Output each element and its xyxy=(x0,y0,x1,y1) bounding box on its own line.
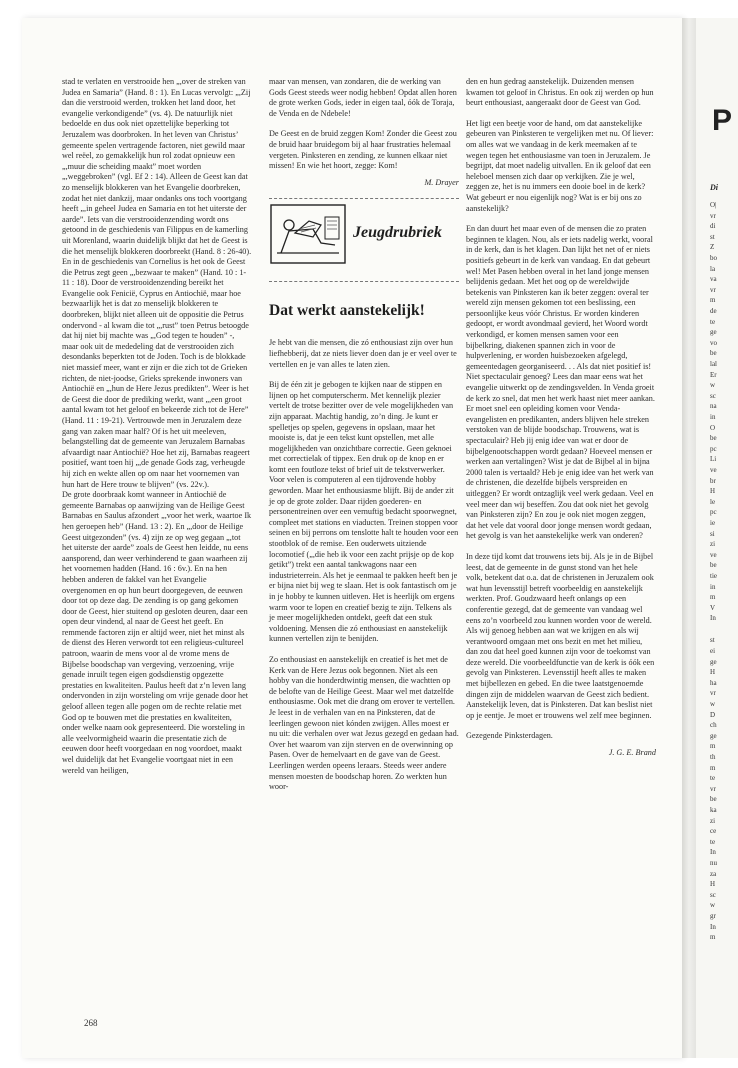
next-page-initial: P xyxy=(712,104,733,137)
jeugdrubriek-banner xyxy=(269,203,459,271)
next-page-fragment: m xyxy=(710,593,716,602)
next-page-fragment: vo xyxy=(710,338,717,347)
banner-label: Jeugdrubriek xyxy=(353,224,442,242)
next-page-fragment: st xyxy=(710,232,715,241)
next-page-fragment: be xyxy=(710,795,717,804)
next-page-fragment: zi xyxy=(710,540,716,549)
next-page-fragment: th xyxy=(710,753,716,761)
next-page-fragment: bo xyxy=(710,254,717,262)
next-page-fragment: sc xyxy=(710,391,716,400)
divider-bottom xyxy=(269,281,459,282)
next-page-fragment: Li xyxy=(710,455,717,464)
next-page-fragment: w xyxy=(710,901,716,910)
next-page-fragment: D xyxy=(710,710,716,719)
next-page-fragment: ge xyxy=(710,657,717,666)
next-page-fragment: V xyxy=(710,603,716,612)
next-page-fragment: O xyxy=(710,423,716,432)
col2-body-2: Bij de één zit je gebogen te kijken naar de stippen en lijnen op het computerscherm. Met kennelijk plezier vertelt de trotse bezitter over de vele mogelijkheden van zijn apparaat. Machtig handig, zo’n ding. Je kunt er spelletjes op spelen, gegevens in opslaan, maar het mooiste is, dat je een tekst kunt opstellen, met alle mogelijkheden van onzichtbare correctie. Geen geknoei met correctielak of tippex. Een druk op de knop en er komt een foutloze tekst of brief uit de tekstverwerker. Voor velen is computeren al een tijdrovende hobby geworden. Maar het enthousiasme blijft. Bij de ander zit je op de grote zolder. Daar rijden goederen- en personentreinen over een vernuftig bedacht spoorwegnet, compleet met stations en viaducten. Treinen stoppen voor seinen en bij perrons om tenslotte halt te houden voor een stootblok of de remise. Een ouderwets uitziende locomotief („,die heb ik voor een zacht prijsje op de kop getikt”) trekt een aantal tankwagons naar een industrieterrein. Als het je eenmaal te pakken heeft ben je er bijna niet bij weg te slaan. Het is ook fantastisch om je in je hobby te kunnen uitleven. Het is heerlijk om ergens warm voor te lopen en creatief bezig te zijn. Telkens als je meer mogelijkheden ontdekt, geeft dat een stuk voldoening. Mensen die zó enthousiast en aanstekelijk kunnen vertellen zijn te benijden. xyxy=(269,380,459,644)
next-page-fragment: m xyxy=(710,742,716,751)
col3-closing: Gezegende Pinksterdagen. xyxy=(466,731,553,741)
next-page-fragment: m xyxy=(710,296,716,305)
col2-body-3: Zo enthousiast en aanstekelijk en creatief is het met de Kerk van de Here Jezus ook begonnen. Niet als een hobby van die honderdtwintig mensen, die wachtten op de belofte van de Heilige Geest. Maar wel met datzelfde enthousiasme. Ook met die drang om erover te vertellen. Je leest in de verhalen van en na Pinksteren, dat de leerlingen gewoon niet kónden zwijgen. Alles moest er nu uit: die verhalen over wat Jezus gezegd en gedaan had. Over het waarom van zijn sterven en de overwinning op Pasen. Over de hemelvaart en de gave van de Geest. Leerlingen werden opeens leraars. Steeds weer andere mensen moesten de boodschap horen. Zo werkten hun woor- xyxy=(269,654,459,792)
page-number: 268 xyxy=(84,1018,98,1028)
next-page-fragment: in xyxy=(710,413,716,421)
next-page-fragment: Er xyxy=(710,370,717,379)
next-page-fragment: In xyxy=(710,848,716,857)
next-page-fragment: zi xyxy=(710,816,716,825)
next-page-fragment: be xyxy=(710,434,717,443)
col1-paragraph-1: stad te verlaten en verstrooide hen „,over de streken van Judea en Samaria” (Hand. 8 : 1). En Lucas vervolgt: „,Zij dan die verstrooid werden, trokken het land door, het evangelie verkondigende” (vs. 4). De natuurlijk niet bedoelde en dus ook niet opzettelijke beperking tot Jeruzalem was doorbroken. In het leven van Christus’ gemeente spelen vertragende factoren, niet gewild maar wel reëel, zo gemakkelijk hun rol zodat opnieuw een „,muur die scheiding maakt” moet worden „,weggebroken” (vgl. Ef 2 : 14). Alleen de Geest kan dat zo menselijk blokkeren van het Evangelie doorbreken, zodat het niet dankzij, maar ondanks ons toch voortgang heeft „,in geheel Judea en Samaria en tot het uiterste der aarde”. Iets van die verstrooidenzending wordt ons getoond in de geschiedenis van Filippus en de kamerling uit Morenland, waarin duidelijk blijkt dat het de Geest is die het menselijk blokkeren doorbreekt (Hand. 8 : 26-40). En in de geschiedenis van Cornelius is het ook de Geest die Petrus zegt geen „,bezwaar te maken” (Hand. 10 : 1-11 : 18). Door de verstrooidenzending bereikt het Evangelie ook Fenicië, Cyprus en Antiochië, maar hoe bezwaarlijk het is dat zo menselijk blokkeren te doorbreken, blijkt niet alleen uit de oppositie die Petrus ondervond - al kwam die tot „,rust” toen Petrus betoogde dat hij niet bij machte was „,God tegen te houden” -, maar ook uit de mededeling dat de verstrooiden zich desondanks beperkten tot de Joden. Toch is de blokkade niet massief meer, want er zijn er die zich tot de Grieken richten, de niet-joodse, Grieks sprekende inwoners van Antiochië en „,hun de Here Jezus predikten”. Weer is het de Geest die door de prediking werkt, want „,een groot aantal kwam tot het geloof en bekeerde zich tot de Here” (Hand. 11 : 19-21). Vertrouwde men in Jeruzalem deze gang van zaken maar half? Of is het uit meeleven, belangstelling dat de gemeente van Jeruzalem Barnabas afvaardigt naar Antiochië? Hoe het zij, Barnabas reageert positief, want toen hij „,de genade Gods zag, verheugde hij zich en wekte allen op om naar het voornemen van hun hart de Here trouw te blijven” (vs. 22v.). xyxy=(62,77,252,489)
next-page-fragment: sc xyxy=(710,890,716,899)
next-page-fragment: st xyxy=(710,636,715,645)
next-page-fragment: ge xyxy=(710,328,717,337)
next-page-fragment: Z xyxy=(710,243,715,252)
next-page-fragment: ha xyxy=(710,678,717,687)
next-page-fragment: H xyxy=(710,668,716,677)
divider-top xyxy=(269,198,459,199)
next-page-fragment: In xyxy=(710,614,716,623)
col3-paragraph-1: den en hun gedrag aanstekelijk. Duizenden mensen kwamen tot geloof in Christus. En ook zij werden op hun beurt enthousiast, aangeraakt door de Geest van God. xyxy=(466,77,654,108)
next-page-fragment: vr xyxy=(710,211,716,220)
col1-paragraph-2: De grote doorbraak komt wanneer in Antiochië de gemeente Barnabas op aanwijzing van de Heilige Geest Barnabas en Saulus afzondert „,voor het werk, waartoe Ik hen geroepen heb” (Hand. 13 : 2). En „,door de Heilige Geest uitgezonden” (vs. 4) zijn ze op weg gegaan „,tot het uiterste der aarde” zoals de Geest hen leidde, nu eens aansporend, dan weer verhinderend te gaan waarheen zij het voornemen hadden (Hand. 16 : 6v.). En na hen hebben anderen de fakkel van het Evangelie overgenomen en op hun beurt doorgegeven, de eeuwen door tot op deze dag. De zending is op gang gekomen door de Geest, hier stuitend op gesloten deuren, daar een open deur vindend, al naar de Geest het geeft. En remmende factoren zijn er altijd weer, niet het minst als de dienst des Heren verwordt tot een religieus-cultureel patroon, waarin de mens voor al de vrome mens de Bijbelse boodschap van vergeving, verzoening, vrije genade inruilt tegen eigen godsdienstig opgezette prestaties en kwaliteiten. Paulus heeft dat z’n leven lang ondervonden in zijn worsteling om vrije genade door het geloof alleen tegen alle pogen om de rechte relatie met God op te bouwen met die prestaties en kwaliteiten, onder welke naam ook gepresenteerd. Die worsteling in alle veelvormigheid waarin die presentatie zich de eeuwen door heeft voorgedaan en nog voordoet, maakt wel duidelijk dat het Evangelie voortgaat niet in een wereld van heiligen, xyxy=(62,490,252,775)
next-page-fragment: ce xyxy=(710,827,717,836)
next-page-fragment: ve xyxy=(710,550,717,559)
col3-paragraph-3: En dan duurt het maar even of de mensen die zo praten beginnen te klagen. Nou, als er iets nadelig werkt, vooral in de kerk, dan is het klagen. Dan lijkt het net of er niets positiefs gebeurt in de kerk van vandaag. En dat gebeurt wel! Met Pasen hebben overal in het land jonge mensen belijdenis gedaan. Met het oog op de wereldwijde betekenis van Pinksteren kan ik beter zeggen: overal ter wereld zijn mensen gekomen tot een beslissing, een persoonlijke keus vóór Christus. Er worden kinderen gedoopt, er wordt avondmaal gevierd, het Woord wordt verkondigd, er komen mensen samen voor een bijbelkring, diakenen spannen zich in voor de hulpverlening, er worden huisbezoeken afgelegd, gemeentedagen georganiseerd. . . Als dat niet positief is! Niet spectaculair genoeg? Lees dan maar eens wat het evangelie uitwerkt op de zendingsvelden. In Venda groeit de kerk zo snel, dat men het werk haast niet meer aankan. Er moet snel een opleiding komen voor Venda-evangelisten en predikanten, anders blijven hele streken verstoken van de blijde boodschap. Trouwens, wat is spectaculair? Heb jij enig idee van wat er door de bijbelgenootschappen wordt gedaan? Hoeveel mensen er werken aan vertalingen? Wist je dat de Bijbel al in bijna 2000 talen is vertaald? Heb je enig idee van het werk van de christenen, die dezelfde bijbels verspreiden en uitleggen? Er wordt ontzaglijk veel werk gedaan. Veel en veel meer dan wij beseffen. Zou dat ook niet het gevolg van Pinksteren zijn? En zou je ook niet mogen zeggen, dat het vele dat vooral door jonge mensen wordt gedaan, het gevolg is van het aanstekelijke werk van onderen? xyxy=(466,224,655,541)
col3-paragraph-2: Het ligt een beetje voor de hand, om dat aanstekelijke gebeuren van Pinksteren te vergelijken met nu. Of liever: om alles wat we vandaag in de kerk meemaken af te wegen tegen het enthousiasme van toen in Jeruzalem. Je begrijpt, dat moet nadelig uitvallen. En ik geloof dat een heleboel mensen zich daar op verkijken. Zie je wel, zeggen ze, het is nu immers een dooie boel in de kerk? Wat gebeurt er nou eigenlijk nog? Wat is er bij ons zo aanstekelijk? xyxy=(466,118,654,213)
next-page-fragment: nu xyxy=(710,859,717,867)
next-page-fragment: ei xyxy=(710,647,716,655)
next-page-fragment: m xyxy=(710,763,716,772)
next-page-fragment: be xyxy=(710,349,717,358)
next-page-fragment: vr xyxy=(710,784,716,793)
next-page-fragment: lal xyxy=(710,360,717,368)
col3-paragraph-4: In deze tijd komt dat trouwens iets bij. Als je in de Bijbel leest, dat de gemeente in de gunst stond van het hele volk, betekent dat o.a. dat de christenen in Jeruzalem ook wat hun levensstijl betreft voorbeeldig en aanstekelijk werkten. Prof. Goudzwaard heeft onlangs op een conferentie gezegd, dat de gemeente van vandaag wel eens zo’n voorbeeld zou kunnen worden voor de wereld. Als wij genoeg hebben aan wat we krijgen en als wij verantwoord omgaan met ons bezit en met het milieu, dan zou dat heel goed kunnen zijn voor de toekomst van deze wereld. Die voorbeeldfunctie van de kerk is óók een gevolg van Pinksteren. Levensstijl heeft alles te maken met bijbellezen en gebed. En die twee laatstgenoemde dingen zijn de middelen waarvan de Geest zich bedient. Aanstekelijk leven, dat is Pinksteren. Dat kan beslist niet op je eentje. Je moet er trouwens wel zelf mee beginnen. xyxy=(466,551,655,720)
next-page-fragment: ch xyxy=(710,721,717,730)
col2-intro-2: De Geest en de bruid zeggen Kom! Zonder die Geest zou de bruid haar bruidegom bij al haar frustraties helemaal vergeten. Pinksteren en zending, ze kunnen elkaar niet missen! En wie het hoort, zegge: Kom! xyxy=(269,129,457,171)
col2-body-1: Je hebt van die mensen, die zó enthousiast zijn over hun liefhebberij, dat ze niets liever doen dan je er veel over te vertellen en je van alles te laten zien. xyxy=(269,338,457,369)
next-page-fragment: H xyxy=(710,487,716,496)
next-page-fragment: si xyxy=(710,529,715,538)
next-page-edge xyxy=(696,18,738,1058)
next-page-fragment: m xyxy=(710,933,716,942)
next-page-fragment: w xyxy=(710,700,716,708)
next-page-fragment: O| xyxy=(710,201,717,209)
next-page-fragment: In xyxy=(710,922,716,931)
next-page-fragment: ka xyxy=(710,806,717,814)
next-page-fragment: la xyxy=(710,264,716,273)
next-page-fragment: za xyxy=(710,869,717,878)
article-headline: Dat werkt aanstekelijk! xyxy=(269,302,425,320)
next-page-fragment: pc xyxy=(710,508,717,517)
next-page-fragment: ve xyxy=(710,466,717,474)
next-page-fragment: vr xyxy=(710,689,716,698)
signature-drayer: M. Drayer xyxy=(424,177,459,187)
next-page-fragment: in xyxy=(710,582,716,591)
next-page-fragment: w xyxy=(710,381,716,390)
column-middle xyxy=(269,77,459,793)
book-gutter xyxy=(682,18,696,1058)
next-page-fragment: br xyxy=(710,476,716,485)
next-page-fragment: te xyxy=(710,774,716,783)
next-page-fragment: na xyxy=(710,402,717,411)
next-page-fragment: te xyxy=(710,837,716,846)
signature-brand: J. G. E. Brand xyxy=(608,748,656,758)
next-page-fragment: le xyxy=(710,497,716,506)
next-page-fragment: di xyxy=(710,222,716,231)
column-right xyxy=(466,77,656,759)
next-page-fragment: de xyxy=(710,307,717,315)
next-page-fragment: gr xyxy=(710,912,716,920)
reading-figure-icon xyxy=(269,203,349,267)
next-page-fragment: vr xyxy=(710,285,716,294)
next-page-fragment: te xyxy=(710,317,716,326)
next-page-fragment: ie xyxy=(710,519,716,527)
next-page-subhead: Di xyxy=(710,183,718,192)
col2-intro: maar van mensen, van zondaren, die de werking van Gods Geest steeds weer nodig hebben! Opdat allen horen de grote werken Gods, ieder in eigen taal, óók de Toraja, de Venda en de Ndebele! xyxy=(269,77,457,118)
next-page-fragment: H xyxy=(710,880,716,889)
next-page-fragment: va xyxy=(710,275,717,284)
next-page-fragment: be xyxy=(710,561,717,570)
next-page-fragment: ge xyxy=(710,731,717,740)
next-page-fragment: tie xyxy=(710,572,717,580)
next-page-fragment: pc xyxy=(710,444,717,453)
column-left xyxy=(62,77,252,776)
